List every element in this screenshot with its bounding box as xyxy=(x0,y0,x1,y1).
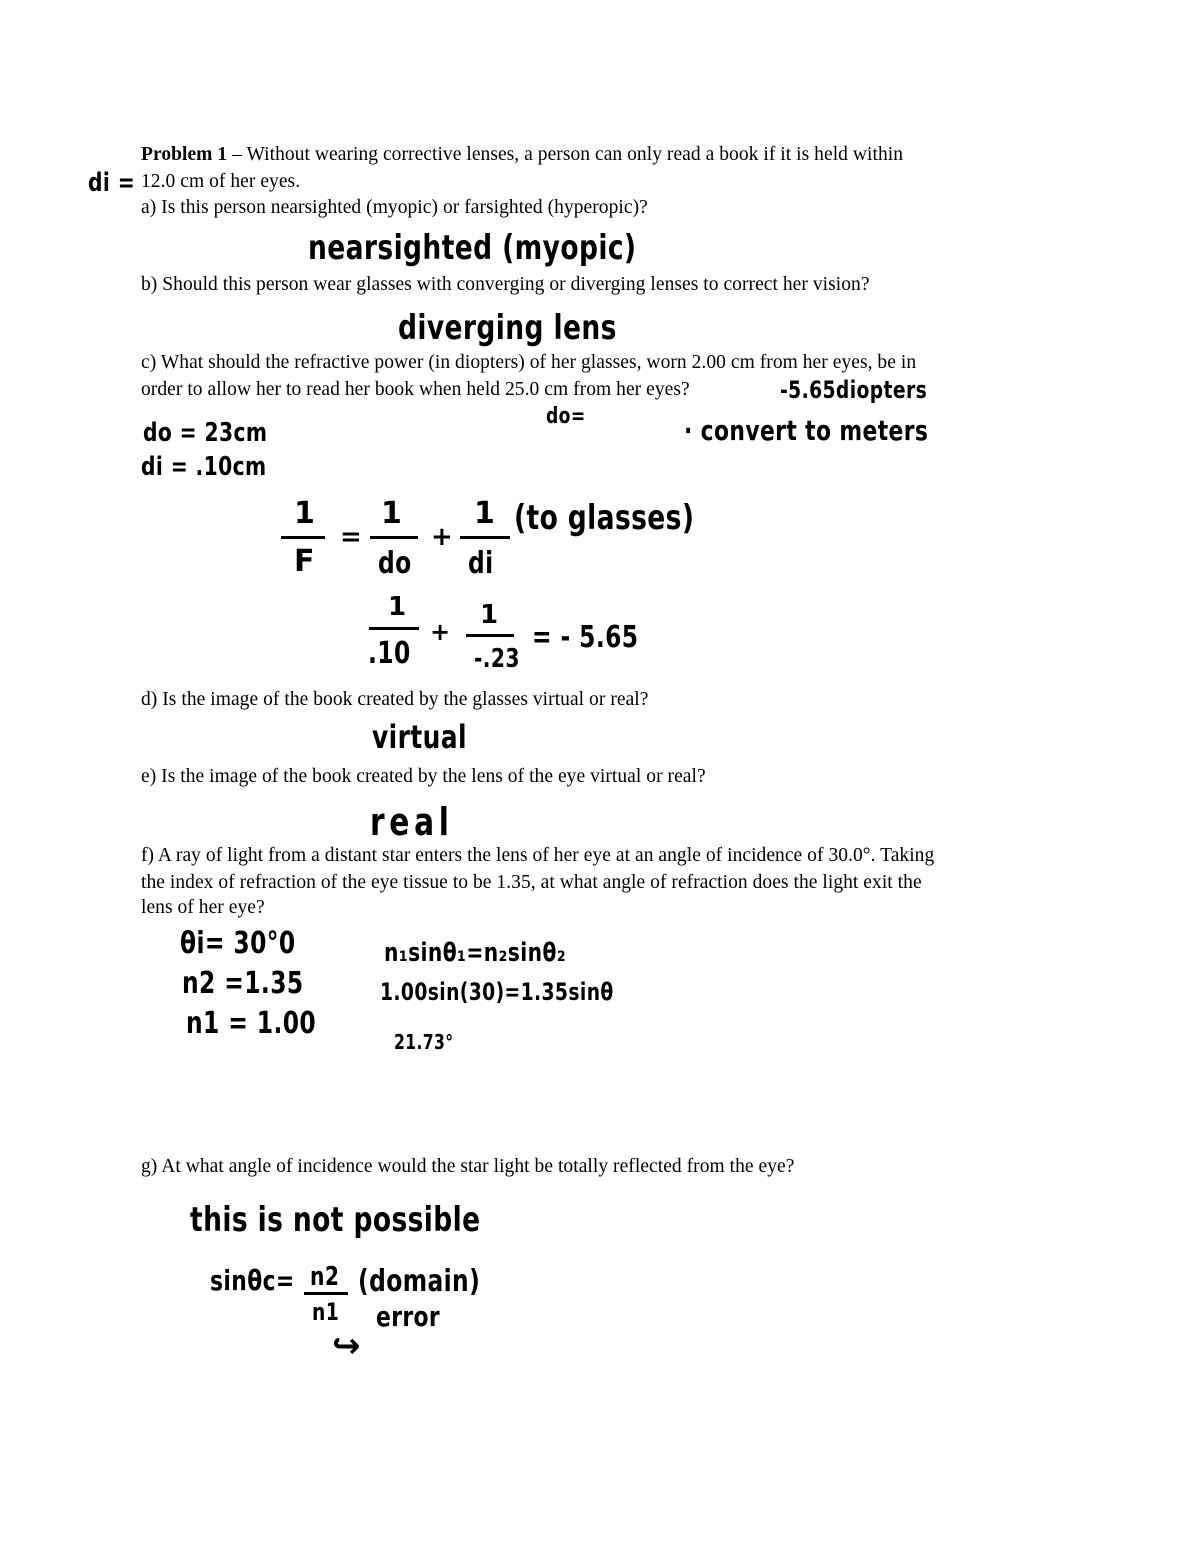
handwritten-answer-a: nearsighted (myopic) xyxy=(308,228,637,268)
handwritten-critical-numerator: n2 xyxy=(310,1262,340,1292)
problem-intro-line1 xyxy=(141,144,903,166)
problem-heading: Problem 1 xyxy=(141,144,228,165)
eq1-right-numerator: 1 xyxy=(474,496,496,531)
eq2-b-numerator: 1 xyxy=(480,600,499,630)
handwritten-answer-g: this is not possible xyxy=(190,1200,481,1240)
eq1-mid-numerator: 1 xyxy=(381,496,403,531)
handwritten-critical-formula: sinθc= xyxy=(210,1264,295,1297)
handwritten-do-value: do = 23cm xyxy=(143,418,268,448)
eq2-plus: + xyxy=(430,618,451,646)
handwritten-snell-formula: n₁sinθ₁=n₂sinθ₂ xyxy=(384,938,567,968)
handwritten-snell-substitution: 1.00sin(30)=1.35sinθ xyxy=(380,978,614,1006)
eq2-b-denominator: -.23 xyxy=(474,644,520,674)
eq1-to-glasses-note: (to glasses) xyxy=(514,498,695,538)
question-d: d) Is the image of the book created by the glasses virtual or real? xyxy=(141,689,649,710)
curved-arrow-icon: ↪ xyxy=(332,1326,361,1366)
eq2-b-fraction-bar xyxy=(466,634,514,637)
handwritten-snell-result: 21.73° xyxy=(394,1030,454,1054)
eq1-mid-denominator: do xyxy=(378,546,412,581)
eq1-plus: + xyxy=(431,522,454,552)
eq1-right-denominator: di xyxy=(468,546,494,581)
handwritten-do-note: do= xyxy=(546,404,586,429)
question-f-line3: lens of her eye? xyxy=(141,897,265,918)
handwritten-domain-note: (domain) xyxy=(358,1264,481,1299)
handwritten-answer-b: diverging lens xyxy=(398,308,617,348)
eq1-right-fraction-bar xyxy=(460,536,510,539)
eq1-left-fraction-bar xyxy=(281,536,325,539)
eq2-a-denominator: .10 xyxy=(368,636,411,671)
handwritten-di-value: di = .10cm xyxy=(141,452,267,482)
question-f-line2: the index of refraction of the eye tissue to be 1.35, at what angle of refraction does the light exit the xyxy=(141,872,922,893)
critical-fraction-bar xyxy=(304,1292,348,1295)
handwritten-di-margin: di = xyxy=(88,168,136,198)
eq1-left-denominator: F xyxy=(294,544,315,579)
question-c-line2: order to allow her to read her book when held 25.0 cm from her eyes? xyxy=(141,379,690,400)
eq2-a-fraction-bar xyxy=(369,627,419,630)
eq1-equals: = xyxy=(340,522,363,552)
question-g: g) At what angle of incidence would the star light be totally reflected from the eye? xyxy=(141,1156,795,1177)
handwritten-n1-value: n1 = 1.00 xyxy=(186,1006,317,1041)
problem-intro-text: – Without wearing corrective lenses, a person can only read a book if it is held within xyxy=(227,144,904,165)
question-c-line1: c) What should the refractive power (in diopters) of her glasses, worn 2.00 cm from her eyes, be in xyxy=(141,352,917,373)
eq1-mid-fraction-bar xyxy=(370,536,418,539)
eq1-left-numerator: 1 xyxy=(294,496,316,531)
eq2-result: = - 5.65 xyxy=(532,620,639,655)
handwritten-answer-e: real xyxy=(370,800,454,844)
question-b: b) Should this person wear glasses with converging or diverging lenses to correct her vision? xyxy=(141,274,870,295)
question-f-line1: f) A ray of light from a distant star enters the lens of her eye at an angle of incidence of 30.0°. Taking xyxy=(141,845,935,866)
handwritten-answer-d: virtual xyxy=(372,718,467,756)
handwritten-error-note: error xyxy=(376,1300,441,1333)
handwritten-n2-value: n2 =1.35 xyxy=(182,966,304,1001)
question-a: a) Is this person nearsighted (myopic) or farsighted (hyperopic)? xyxy=(141,197,648,218)
eq2-a-numerator: 1 xyxy=(388,592,407,622)
handwritten-answer-c: -5.65diopters xyxy=(780,376,928,404)
handwritten-theta-i: θi= 30°0 xyxy=(180,926,296,961)
handwritten-critical-denominator: n1 xyxy=(312,1298,340,1326)
handwritten-convert-note: · convert to meters xyxy=(684,414,929,447)
question-e: e) Is the image of the book created by the lens of the eye virtual or real? xyxy=(141,766,706,787)
problem-intro-line2: 12.0 cm of her eyes. xyxy=(141,171,301,192)
